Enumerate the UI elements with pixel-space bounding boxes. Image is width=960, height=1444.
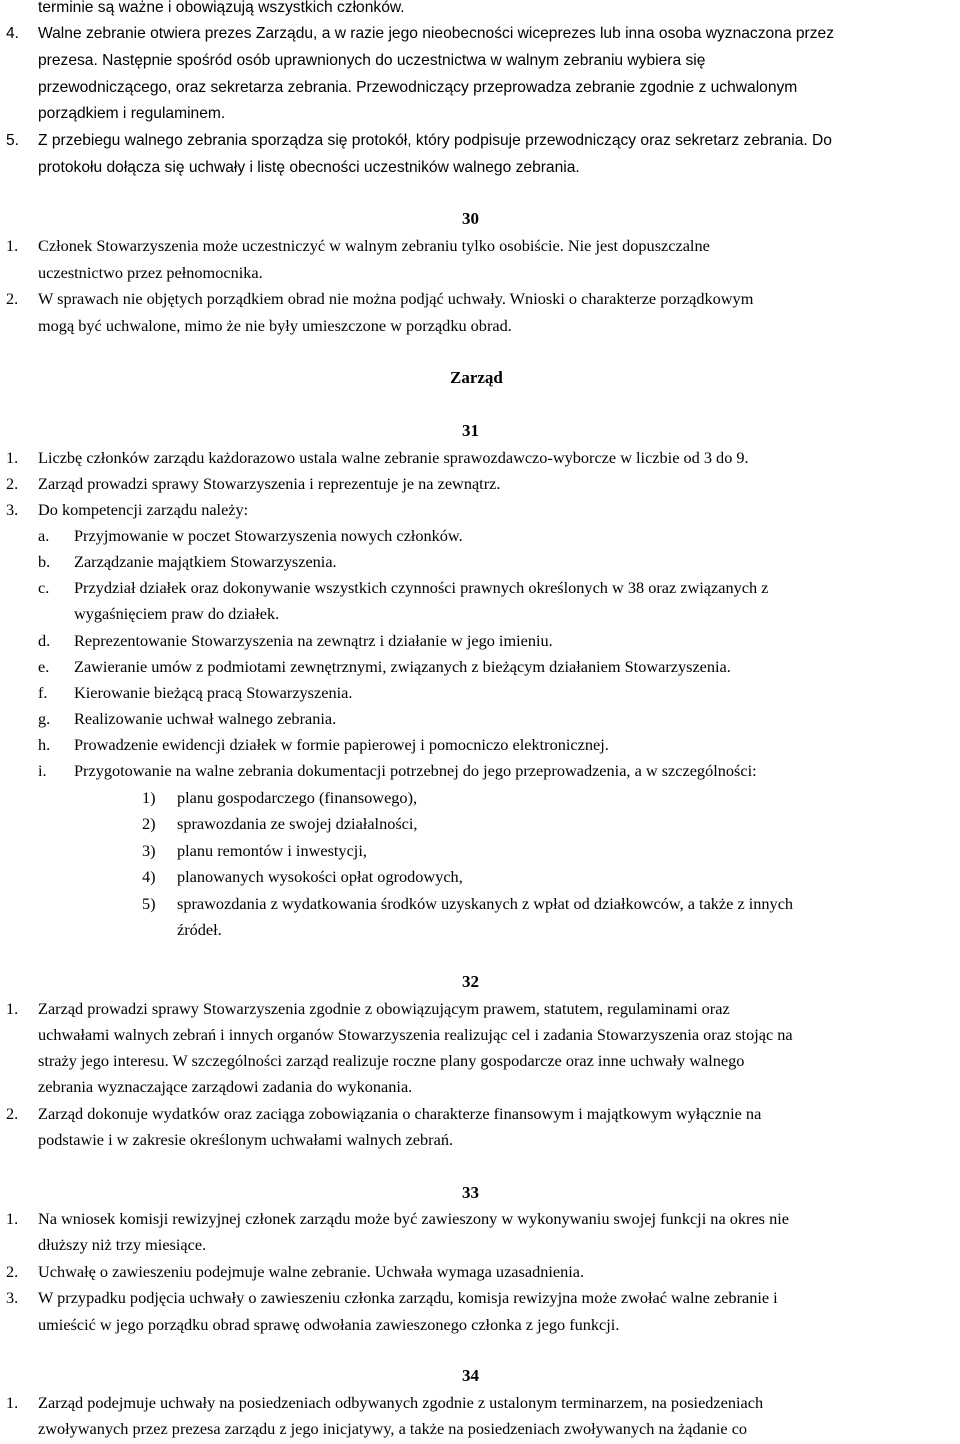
text-line: planu remontów i inwestycji,: [177, 841, 367, 860]
section-heading: 32: [462, 972, 479, 991]
text-line: sprawozdania ze swojej działalności,: [177, 814, 418, 833]
list-marker: 1.: [6, 999, 19, 1018]
list-marker: c.: [38, 578, 50, 597]
text-line: sprawozdania z wydatkowania środków uzyskanych z wpłat od działkowców, a także z innych: [177, 894, 794, 913]
list-marker: 1): [142, 788, 156, 807]
list-marker: 4): [142, 867, 156, 886]
text-line: źródeł.: [177, 920, 222, 939]
list-marker: 1.: [6, 1393, 19, 1412]
list-marker: 2.: [6, 474, 19, 493]
list-marker: 1.: [6, 236, 19, 255]
section-heading: 31: [462, 421, 479, 440]
list-marker: 3): [142, 841, 156, 860]
text-line: zwoływanych przez prezesa zarządu z jego inicjatywy, a także na posiedzeniach zwoływanych na żądanie co: [38, 1419, 748, 1438]
text-line: uchwałami walnych zebrań i innych organów Stowarzyszenia realizując cel i zadania Stowarzyszenia oraz stojąc na: [38, 1025, 793, 1044]
text-line: Kierowanie bieżącą pracą Stowarzyszenia.: [74, 683, 353, 702]
text-line: zebrania wyznaczające zarządowi zadania do wykonania.: [38, 1077, 413, 1096]
list-marker: i.: [38, 761, 47, 780]
list-marker: 2.: [6, 1104, 19, 1123]
text-line: Na wniosek komisji rewizyjnej członek zarządu może być zawieszony w wykonywaniu swojej funkcji na okres nie: [38, 1209, 789, 1228]
text-line: planowanych wysokości opłat ogrodowych,: [177, 867, 463, 886]
text-line: dłuższy niż trzy miesiące.: [38, 1235, 207, 1254]
text-line: straży jego interesu. W szczególności zarząd realizuje roczne plany gospodarcze oraz inne uchwały walnego: [38, 1051, 745, 1070]
list-marker: 1.: [6, 448, 19, 467]
list-marker: 5.: [6, 132, 20, 149]
text-line: Uchwałę o zawieszeniu podejmuje walne zebranie. Uchwała wymaga uzasadnienia.: [38, 1262, 585, 1281]
list-marker: 3.: [6, 1288, 19, 1307]
list-marker: 4.: [6, 25, 20, 42]
section-heading: 33: [462, 1183, 479, 1202]
text-line: Walne zebranie otwiera prezes Zarządu, a w razie jego nieobecności wiceprezes lub inna osoba wyznaczona przez: [38, 25, 834, 42]
list-marker: f.: [38, 683, 48, 702]
list-marker: a.: [38, 526, 50, 545]
list-marker: 1.: [6, 1209, 19, 1228]
text-line: podstawie i w zakresie określonym uchwałami walnych zebrań.: [38, 1130, 454, 1149]
list-marker: 5): [142, 894, 156, 913]
text-line: planu gospodarczego (finansowego),: [177, 788, 418, 807]
text-line: mogą być uchwalone, mimo że nie były umieszczone w porządku obrad.: [38, 316, 512, 335]
text-line: Zarząd prowadzi sprawy Stowarzyszenia i reprezentuje je na zewnątrz.: [38, 474, 501, 493]
text-line: Przygotowanie na walne zebrania dokumentacji potrzebnej do jego przeprowadzenia, a w szczególności:: [74, 761, 757, 780]
text-line: Członek Stowarzyszenia może uczestniczyć w walnym zebraniu tylko osobiście. Nie jest dopuszczalne: [38, 236, 710, 255]
list-marker: 2): [142, 814, 156, 833]
text-line: Prowadzenie ewidencji działek w formie papierowej i pomocniczo elektronicznej.: [74, 735, 609, 754]
text-line: terminie są ważne i obowiązują wszystkich członków.: [38, 0, 405, 16]
text-line: Zarządzanie majątkiem Stowarzyszenia.: [74, 552, 337, 571]
list-marker: 2.: [6, 289, 19, 308]
section-heading: 30: [462, 209, 479, 228]
list-marker: h.: [38, 735, 51, 754]
text-line: uczestnictwo przez pełnomocnika.: [38, 263, 263, 282]
list-marker: b.: [38, 552, 51, 571]
text-line: Zarząd prowadzi sprawy Stowarzyszenia zgodnie z obowiązującym prawem, statutem, regulaminami oraz: [38, 999, 730, 1018]
text-line: wygaśnięciem praw do działek.: [74, 604, 280, 623]
text-line: Liczbę członków zarządu każdorazowo ustala walne zebranie sprawozdawczo-wyborcze w liczbie od 3 do 9.: [38, 448, 749, 467]
list-marker: 2.: [6, 1262, 19, 1281]
text-line: Przydział działek oraz dokonywanie wszystkich czynności prawnych określonych w 38 oraz związanych z: [74, 578, 769, 597]
text-line: W przypadku podjęcia uchwały o zawieszeniu członka zarządu, komisja rewizyjna może zwołać walne zebranie i: [38, 1288, 778, 1307]
text-line: porządkiem i regulaminem.: [38, 105, 226, 122]
list-marker: e.: [38, 657, 50, 676]
text-line: umieścić w jego porządku obrad sprawę odwołania zawieszonego członka z jego funkcji.: [38, 1315, 620, 1334]
list-marker: d.: [38, 631, 51, 650]
text-line: Przyjmowanie w poczet Stowarzyszenia nowych członków.: [74, 526, 463, 545]
text-line: Zarząd dokonuje wydatków oraz zaciąga zobowiązania o charakterze finansowym i majątkowym wyłącznie na: [38, 1104, 762, 1123]
text-line: przewodniczącego, oraz sekretarza zebrania. Przewodniczący przeprowadza zebranie zgodnie z uchwalonym: [38, 79, 798, 96]
text-line: Z przebiegu walnego zebrania sporządza się protokół, który podpisuje przewodniczący oraz sekretarz zebrania. Do: [38, 132, 832, 149]
text-line: Zawieranie umów z podmiotami zewnętrznymi, związanych z bieżącym działaniem Stowarzyszenia.: [74, 657, 731, 676]
text-line: Reprezentowanie Stowarzyszenia na zewnątrz i działanie w jego imieniu.: [74, 631, 553, 650]
section-heading: 34: [462, 1366, 479, 1385]
text-line: W sprawach nie objętych porządkiem obrad nie można podjąć uchwały. Wnioski o charakterze porządkowym: [38, 289, 754, 308]
text-line: Do kompetencji zarządu należy:: [38, 500, 249, 519]
text-line: Realizowanie uchwał walnego zebrania.: [74, 709, 337, 728]
text-line: prezesa. Następnie spośród osób uprawnionych do uczestnictwa w walnym zebraniu wybiera się: [38, 52, 706, 69]
list-marker: 3.: [6, 500, 19, 519]
chapter-heading: Zarząd: [450, 368, 503, 387]
text-line: protokołu dołącza się uchwały i listę obecności uczestników walnego zebrania.: [38, 159, 580, 176]
text-line: Zarząd podejmuje uchwały na posiedzeniach odbywanych zgodnie z ustalonym terminarzem, na posiedzeniach: [38, 1393, 764, 1412]
list-marker: g.: [38, 709, 51, 728]
